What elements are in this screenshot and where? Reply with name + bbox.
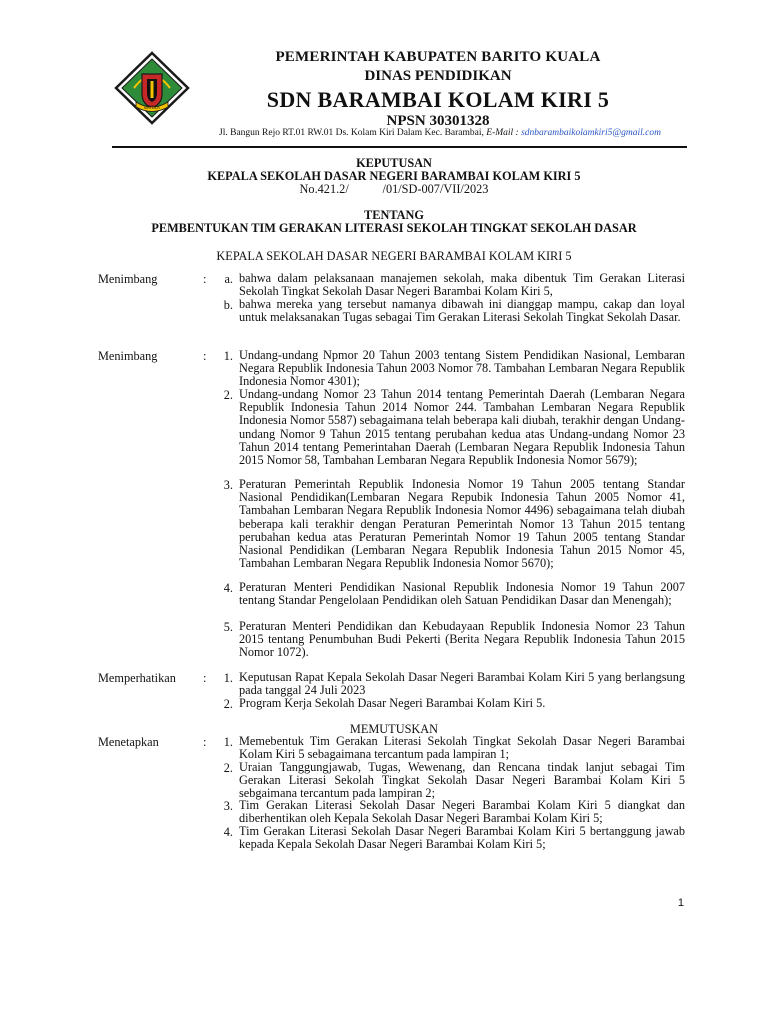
list-item-text: Program Kerja Sekolah Dasar Negeri Barambai Kolam Kiri 5.	[239, 696, 546, 710]
section-label-memperhatikan: Memperhatikan	[98, 671, 176, 685]
list-marker: a.	[224, 272, 233, 286]
email-link[interactable]: sdnbarambaikolamkiri5@gmail.com	[521, 128, 661, 138]
tentang-heading: TENTANG	[364, 208, 424, 222]
issuer-plain: KEPALA SEKOLAH DASAR NEGERI BARAMBAI KOLAM KIRI 5	[216, 249, 572, 263]
list-item-text: Undang-undang Npmor 20 Tahun 2003 tentang Sistem Pendidikan Nasional, Lembaran Negara Republik Indonesia Tahun 2003 Nomor 78. Tambahan Lembaran Negara Republik Indonesia Nomor 4301);	[239, 348, 685, 389]
list-item-text: Memebentuk Tim Gerakan Literasi Sekolah Tingkat Sekolah Dasar Negeri Barambai Kolam Kiri 5 sebagaimana tercantum pada lampiran 1;	[239, 734, 685, 762]
memutuskan-heading: MEMUTUSKAN	[349, 722, 439, 736]
colon: :	[203, 272, 207, 286]
list-marker: 1.	[223, 349, 233, 363]
list-marker: 1.	[223, 671, 233, 685]
colon: :	[203, 735, 207, 749]
list-item-text: Peraturan Menteri Pendidikan Nasional Republik Indonesia Nomor 19 Tahun 2007 tentang Standar Pengelolaan Pendidikan oleh Satuan Pendidikan Dasar dan Menengah);	[239, 580, 685, 608]
regency-emblem-logo	[112, 50, 192, 126]
colon: :	[203, 349, 207, 363]
address-text: Jl. Bangun Rejo RT.01 RW.01 Ds. Kolam Kiri Dalam Kec. Barambai,	[219, 128, 487, 138]
list-item-text: Tim Gerakan Literasi Sekolah Dasar Negeri Barambai Kolam Kiri 5 bertanggung jawab kepada Kepala Sekolah Dasar Negeri Barambai Kolam Kiri 5;	[239, 824, 685, 852]
list-item-text: bahwa mereka yang tersebut namanya dibawah ini dianggap mampu, cakap dan loyal untuk melaksanakan Tugas sebagai Tim Gerakan Literasi Sekolah Tingkat Sekolah Dasar.	[239, 297, 685, 325]
decree-issuer: KEPALA SEKOLAH DASAR NEGERI BARAMBAI KOLAM KIRI 5	[207, 169, 581, 183]
list-marker: 5.	[223, 620, 233, 634]
list-marker: 2.	[223, 388, 233, 402]
list-item-text: Tim Gerakan Literasi Sekolah Dasar Negeri Barambai Kolam Kiri 5 diangkat dan diberhentikan oleh Kepala Sekolah Dasar Negeri Barambai Kolam Kiri 5;	[239, 798, 685, 826]
list-marker: 1.	[223, 735, 233, 749]
list-marker: 4.	[223, 825, 233, 839]
list-item-text: Undang-undang Nomor 23 Tahun 2014 tentang Pemerintah Daerah (Lembaran Negara Republik Indonesia Tahun 2014 Nomor 244. Tambahan Lembaran Negara Republik Indonesia Nomor 5587) sebagaimana telah beberapa kali diubah, terakhir dengan Undang-undang Nomor 9 Tahun 2015 tentang perubahan kedua atas Undang-undang Nomor 23 Tahun 2014 tentang Pemerintahan Daerah (Lembaran Negara Republik Indonesia Tahun 2015 Nomor 58, Tambahan Lembaran Negara Republik Indonesia Nomor 5679);	[239, 387, 685, 468]
section-label-menetapkan: Menetapkan	[98, 735, 159, 749]
letterhead-divider	[112, 146, 687, 148]
list-item-text: Peraturan Pemerintah Republik Indonesia Nomor 19 Tahun 2005 tentang Standar Nasional Pendidikan(Lembaran Negara Repubik Indonesia Tahun 2005 Nomor 41, Tambahan Lembaran Negara Republik Indonesia Nomor 4496) sebagaimana telah diubah beberapa kali terakhir dengan Peraturan Pemerintah Nomor 13 Tahun 2015 tentang perubahan kedua atas Peraturan Pemerintah Nomor 19 Tahun 2005 tentang Standar Nasional Pendidikan (Lembaran Negara Republik Indonesia Tahun 2015 Nomor 45, Tambahan Lembaran Negara Republik Indonesia Nomor 5670);	[239, 477, 685, 571]
list-item-text: Peraturan Menteri Pendidikan dan Kebudayaan Republik Indonesia Nomor 23 Tahun 2015 tentang Penumbuhan Budi Pekerti (Berita Negara Republik Indonesia Tahun 2015 Nomor 1072).	[239, 619, 685, 660]
list-marker: b.	[223, 298, 233, 312]
decree-number: No.421.2/ /01/SD-007/VII/2023	[299, 182, 489, 196]
section-label-menimbang: Menimbang	[98, 349, 158, 363]
school-name-heading: SDN BARAMBAI KOLAM KIRI 5	[266, 87, 610, 112]
svg-text:BATOLA: BATOLA	[144, 105, 160, 110]
list-marker: 4.	[223, 581, 233, 595]
list-item-text: Uraian Tanggungjawab, Tugas, Wewenang, dan Rencana tindak lanjut sebagai Tim Gerakan Literasi Sekolah Tingkat Sekolah Dasar Negeri Barambai Kolam Kiri 5 sebgaimana tercantum pada lampiran 2;	[239, 760, 685, 801]
section-label-menimbang: Menimbang	[98, 272, 158, 286]
page-number: 1	[677, 897, 684, 909]
decree-title: KEPUTUSAN	[356, 156, 432, 170]
office-heading: DINAS PENDIDIKAN	[364, 68, 512, 84]
list-item-text: Keputusan Rapat Kepala Sekolah Dasar Negeri Barambai Kolam Kiri 5 yang berlangsung pada tanggal 24 Juli 2023	[239, 670, 685, 698]
list-marker: 3.	[223, 478, 233, 492]
decree-subject: PEMBENTUKAN TIM GERAKAN LITERASI SEKOLAH TINGKAT SEKOLAH DASAR	[151, 221, 637, 235]
colon: :	[203, 671, 207, 685]
list-item-text: bahwa dalam pelaksanaan manajemen sekolah, maka dibentuk Tim Gerakan Literasi Sekolah Tingkat Sekolah Dasar Negeri Barambai Kolam Kiri 5,	[239, 271, 685, 299]
government-heading: PEMERINTAH KABUPATEN BARITO KUALA	[275, 49, 601, 65]
npsn-number: NPSN 30301328	[386, 113, 490, 129]
list-marker: 3.	[223, 799, 233, 813]
email-label: E-Mail :	[486, 128, 522, 138]
school-address	[130, 128, 750, 138]
list-marker: 2.	[223, 761, 233, 775]
list-marker: 2.	[223, 697, 233, 711]
